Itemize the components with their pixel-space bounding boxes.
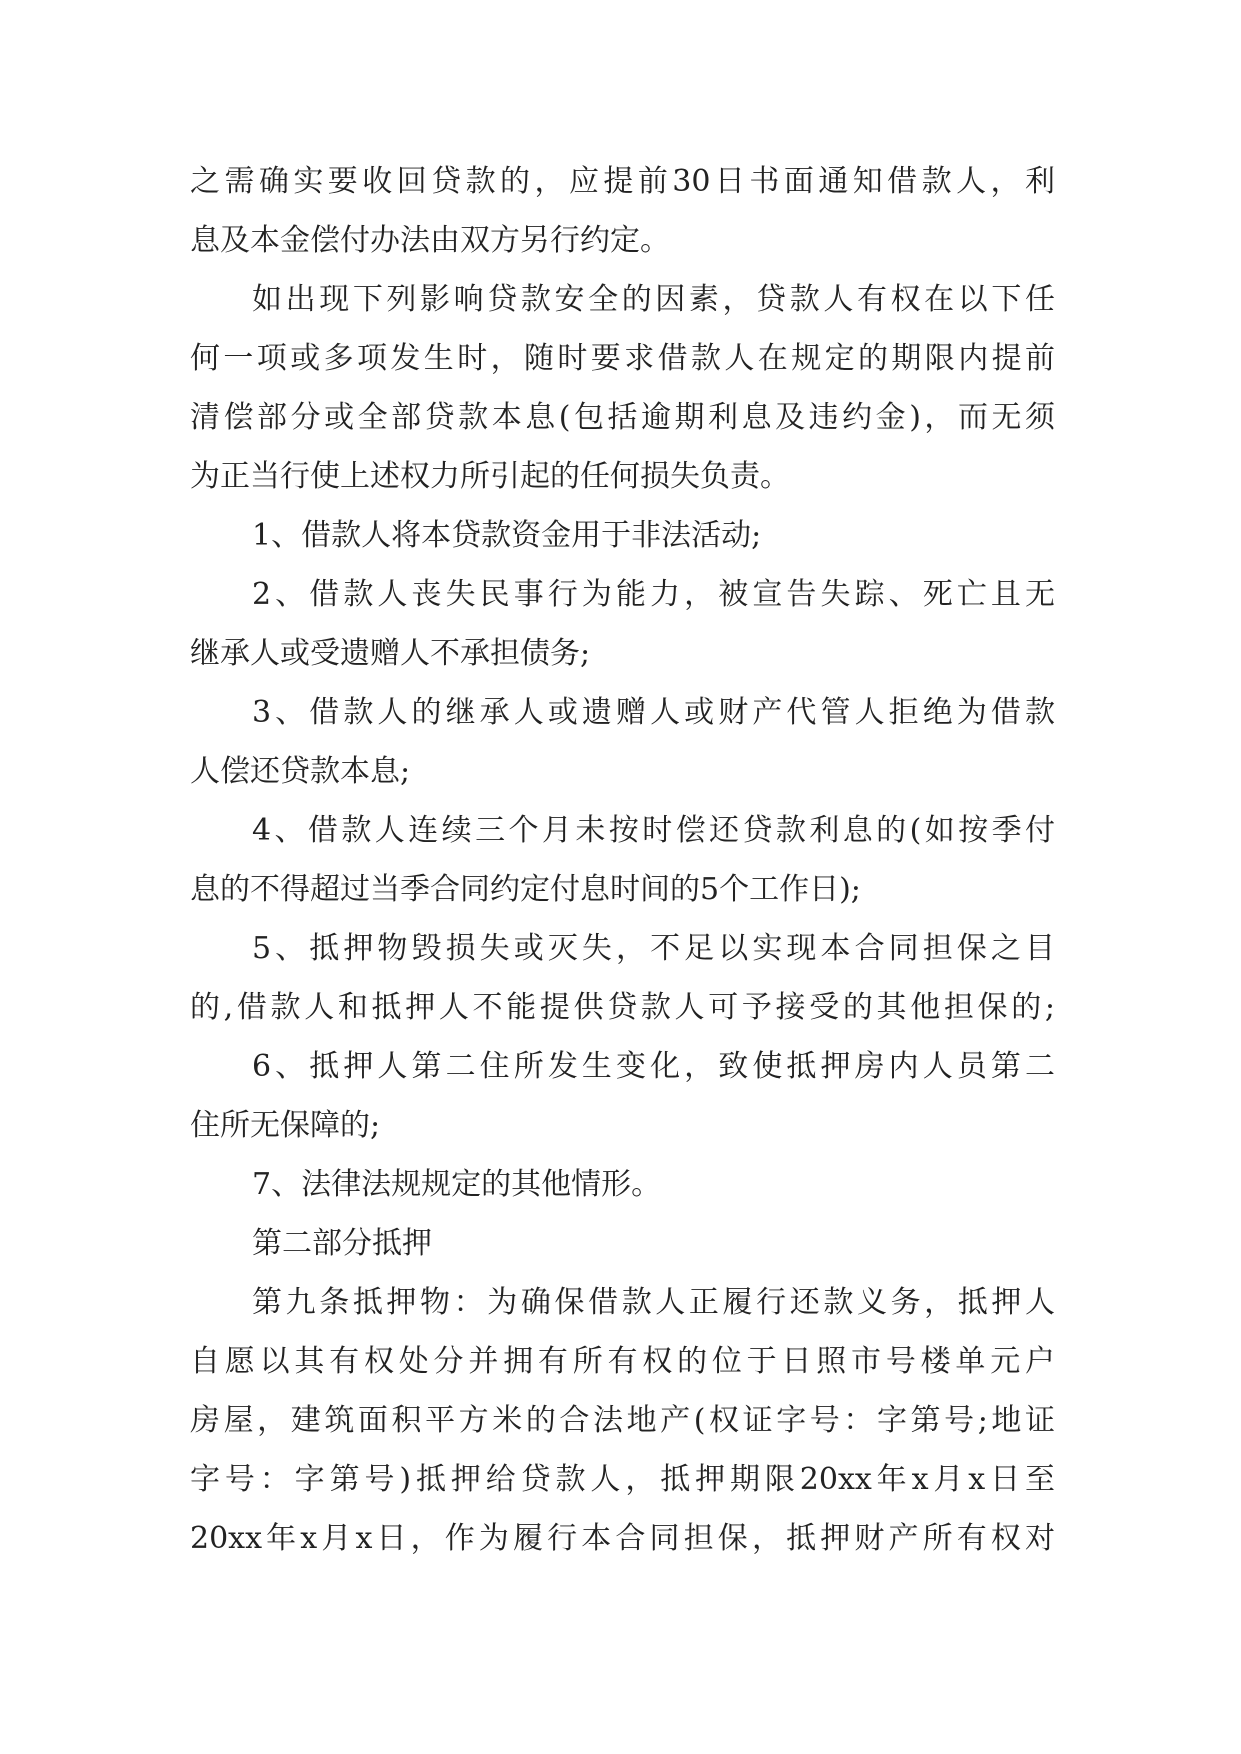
body-text-line: 的,借款人和抵押人不能提供贷款人可予接受的其他担保的;	[190, 990, 1055, 1025]
body-text-line: 何一项或多项发生时，随时要求借款人在规定的期限内提前	[190, 341, 1055, 376]
body-text-line: 住所无保障的;	[190, 1108, 381, 1143]
list-item-3: 3、借款人的继承人或遗赠人或财产代管人拒绝为借款	[252, 695, 1055, 730]
body-text-line: 息及本金偿付办法由双方另行约定。	[190, 223, 670, 258]
list-item-6: 6、抵押人第二住所发生变化，致使抵押房内人员第二	[252, 1049, 1055, 1084]
list-item-2: 2、借款人丧失民事行为能力，被宣告失踪、死亡且无	[252, 577, 1055, 612]
list-item-7: 7、法律法规规定的其他情形。	[252, 1167, 662, 1202]
body-text-line: 字号：字第号)抵押给贷款人，抵押期限20xx年x月x日至	[190, 1462, 1055, 1497]
article-first-line: 第九条抵押物：为确保借款人正履行还款义务，抵押人	[252, 1285, 1055, 1320]
body-text-line: 自愿以其有权处分并拥有所有权的位于日照市号楼单元户	[190, 1344, 1055, 1379]
list-item-1: 1、借款人将本贷款资金用于非法活动;	[252, 518, 762, 553]
body-text-line: 人偿还贷款本息;	[190, 754, 411, 789]
body-text-line: 清偿部分或全部贷款本息(包括逾期利息及违约金)，而无须	[190, 400, 1055, 435]
section-heading: 第二部分抵押	[252, 1226, 432, 1261]
body-text-line: 之需确实要收回贷款的，应提前30日书面通知借款人，利	[190, 164, 1055, 199]
body-text-line: 房屋，建筑面积平方米的合法地产(权证字号：字第号;地证	[190, 1403, 1055, 1438]
paragraph-first-line: 如出现下列影响贷款安全的因素，贷款人有权在以下任	[252, 282, 1055, 317]
body-text-line: 息的不得超过当季合同约定付息时间的5个工作日);	[190, 872, 861, 907]
list-item-5: 5、抵押物毁损失或灭失，不足以实现本合同担保之目	[252, 931, 1055, 966]
body-text-line: 继承人或受遗赠人不承担债务;	[190, 636, 591, 671]
list-item-4: 4、借款人连续三个月未按时偿还贷款利息的(如按季付	[252, 813, 1055, 848]
body-text-line: 为正当行使上述权力所引起的任何损失负责。	[190, 459, 790, 494]
body-text-line: 20xx年x月x日，作为履行本合同担保，抵押财产所有权对	[190, 1521, 1055, 1556]
